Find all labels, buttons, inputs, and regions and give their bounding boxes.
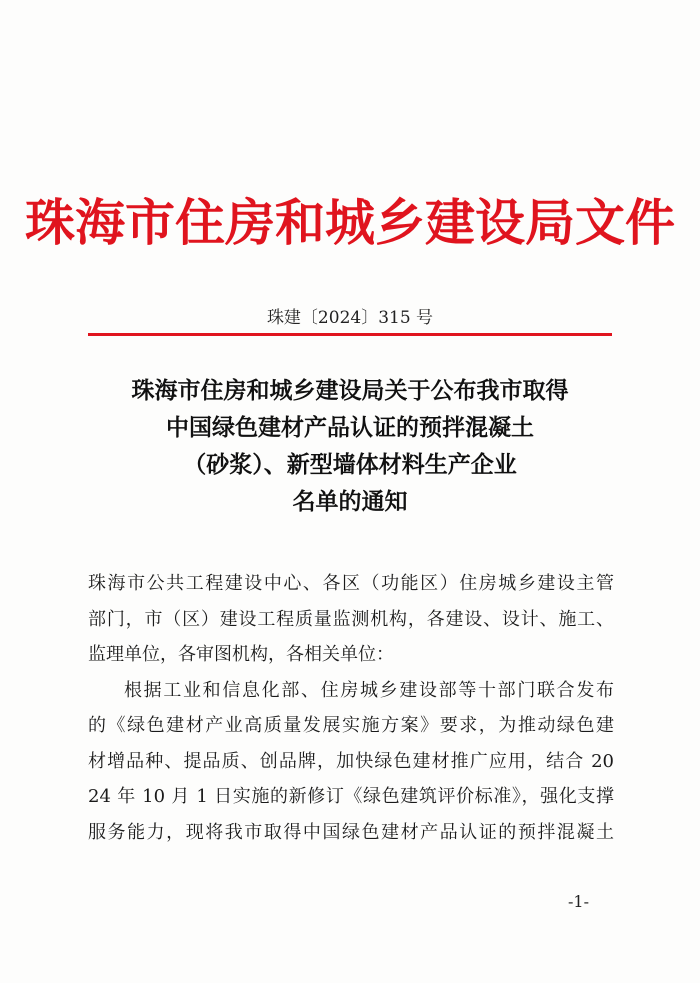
page-number: -1- <box>568 892 589 911</box>
document-number: 珠建〔2024〕315 号 <box>266 308 434 328</box>
body-paragraph-line: 24 年 10 月 1 日实施的新修订《绿色建筑评价标准》，强化支撑 <box>88 786 614 807</box>
body-paragraph-line: 的《绿色建材产业高质量发展实施方案》要求，为推动绿色建 <box>88 715 614 736</box>
notice-title <box>70 372 630 520</box>
red-separator-line <box>88 333 612 336</box>
addressee-line: 珠海市公共工程建设中心、各区（功能区）住房城乡建设主管 <box>88 573 614 594</box>
notice-title-line: 中国绿色建材产品认证的预拌混凝土 <box>166 414 534 441</box>
addressee-line: 监理单位，各审图机构，各相关单位： <box>88 644 394 665</box>
body-paragraph-line: 材增品种、提品质、创品牌，加快绿色建材推广应用，结合 20 <box>88 750 614 772</box>
body-paragraph-line: 根据工业和信息化部、住房城乡建设部等十部门联合发布 <box>124 679 614 701</box>
notice-body <box>88 566 614 850</box>
addressee-line: 部门，市（区）建设工程质量监测机构，各建设、设计、施工、 <box>88 608 614 630</box>
issuing-authority-header: 珠海市住房和城乡建设局文件 <box>25 193 675 252</box>
notice-title-line: （砂浆）、新型墙体材料生产企业 <box>183 451 517 478</box>
body-paragraph-line: 服务能力，现将我市取得中国绿色建材产品认证的预拌混凝土 <box>88 821 614 843</box>
notice-title-line: 名单的通知 <box>292 488 408 515</box>
notice-title-line: 珠海市住房和城乡建设局关于公布我市取得 <box>131 377 569 404</box>
